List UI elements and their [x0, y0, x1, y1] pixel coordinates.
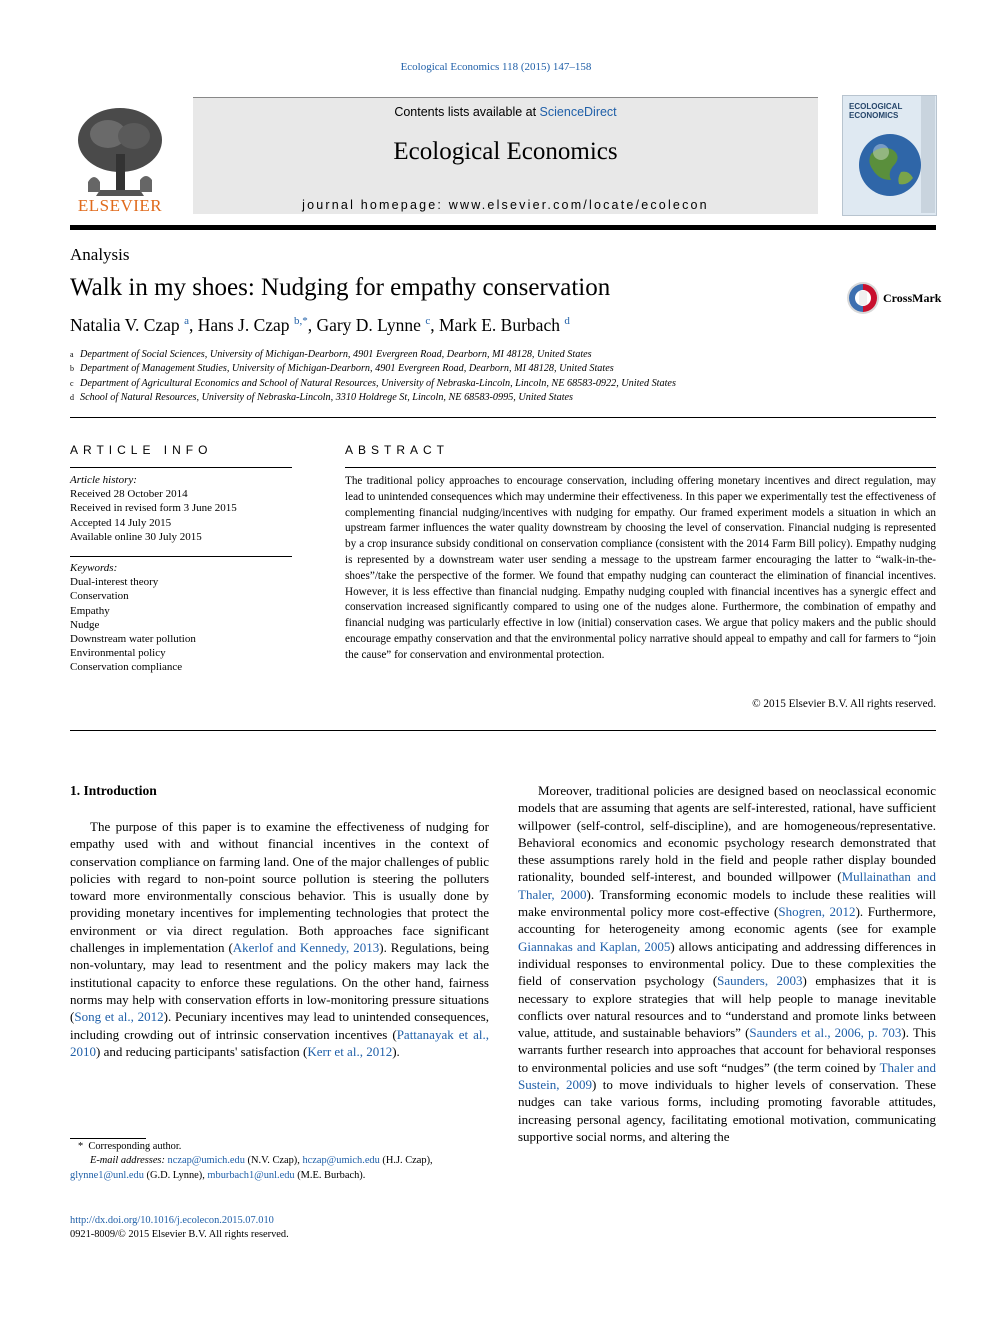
- elsevier-wordmark: ELSEVIER: [77, 196, 163, 215]
- body-right-column: [518, 782, 936, 1145]
- body-text: ) emphasizes that it is necessary to explore strategies that will help people to manage inevitable conflicts over natural resources and to “understand and promote links between value, attitude, and sustainable behaviors” (: [518, 973, 937, 1041]
- body-text: ). Regulations, being non-voluntary, may lead to resentment and the policy makers may lack the institutional capacity to enforce these regulations. On the other hand, fairness norms may help with conservation efforts in low-monitoring pressure situations (: [70, 940, 489, 1025]
- intro-paragraph-2: [518, 782, 936, 1145]
- corresponding-author-note: Corresponding author.: [88, 1141, 182, 1152]
- author-separator: ,: [307, 315, 317, 335]
- body-text: The purpose of this paper is to examine the effectiveness of nudging for empathy used with and without financial incentives in the context of conservation compliance on farming land. One of the major challenges of public policies with regard to non-point source pollution is steering the polluters toward more environmentally conscious behavior. This is usually done by providing monetary incentives for implementing technologies that protect the environment or via direct regulation. Both approaches face significant challenges in implementation (: [70, 819, 489, 956]
- keywords-rule: [70, 556, 292, 557]
- crossmark-badge[interactable]: [846, 281, 942, 315]
- email-link[interactable]: nczap@umich.edu: [167, 1155, 245, 1167]
- keyword: Conservation compliance: [70, 661, 183, 674]
- footnote-star: *: [78, 1141, 84, 1152]
- abstract-heading: ABSTRACT: [345, 443, 450, 457]
- article-section-type: Analysis: [70, 245, 130, 264]
- intro-paragraph-1: [70, 818, 489, 1060]
- body-left-column: [70, 818, 489, 1060]
- history-entry: Accepted 14 July 2015: [70, 516, 172, 529]
- body-text: ) allows anticipating and addressing differences in individual responses to environmental policy. Due to these complexities the field of conservation psychology (: [518, 938, 937, 989]
- keyword: Environmental policy: [70, 647, 166, 660]
- issn-line: 0921-8009/© 2015 Elsevier B.V. All rights reserved.: [70, 1229, 289, 1240]
- email-owner: (H.J. Czap),: [379, 1155, 433, 1167]
- homepage-url[interactable]: www.elsevier.com/locate/ecolecon: [448, 198, 709, 212]
- affiliations: [70, 348, 676, 406]
- abstract-rule: [345, 467, 936, 468]
- globe-icon: [857, 132, 923, 198]
- author-affiliation-marker[interactable]: c: [425, 315, 431, 328]
- email-link[interactable]: hczap@umich.edu: [302, 1155, 380, 1167]
- affiliation-text: Department of Management Studies, University of Michigan-Dearborn, 4901 Evergreen Road, Dearborn, MI 48128, United States: [80, 363, 614, 375]
- history-entry: Received in revised form 3 June 2015: [70, 502, 237, 515]
- affiliation-item: [70, 377, 676, 391]
- author-name[interactable]: Mark E. Burbach: [438, 315, 560, 335]
- crossmark-icon: [846, 281, 880, 315]
- sciencedirect-link[interactable]: ScienceDirect: [539, 105, 617, 119]
- affiliation-text: School of Natural Resources, University of Nebraska-Lincoln, 3310 Holdrege St, Lincoln, NE 68583-0995, United States: [80, 392, 574, 404]
- keywords-label: Keywords:: [70, 562, 118, 574]
- crossmark-label: CrossMark: [883, 291, 942, 305]
- abstract-copyright: © 2015 Elsevier B.V. All rights reserved.: [752, 698, 936, 710]
- citation-link[interactable]: Giannakas and Kaplan, 2005: [518, 938, 671, 954]
- keyword: Downstream water pollution: [70, 633, 196, 646]
- abstract-text: The traditional policy approaches to encourage conservation, including offering monetary incentives and direct regulation, may lead to unintended consequences which may undermine their effectiveness. In this paper we experimentally test the effectiveness of complementing financial nudging/incentives with nudging for empathy. Our framed experiment models a situation in which an upstream farmer influences the water quality downstream by choosing the level of conservation. Financial nudging is represented by a crop insurance subsidy conditional on conservation compliance (consistent with the 2014 Farm Bill policy). Empathy nudging is represented by a downstream water user sending a message to the upstream farmer encouraging the latter to “walk-in-the-shoes”/take the perspective of the former. We found that empathy nudging can counteract the elimination of financial incentives. However, it is less effective than financial nudging. Empathy nudging coupled with financial incentives has a synergic effect and conservation increased significantly compared to using one of the nudges alone. Furthermore, the combination of empathy and financial nudging was particularly effective in low (initial) conservation cases. We argue that policy makers and the public should encourage empathy conservation and that the environmental policy narrative should appeal to empathy and call for farmers to “join the cause” for conservation and environmental protection.: [345, 475, 936, 661]
- email-owner: (N.V. Czap),: [244, 1155, 303, 1167]
- author-name[interactable]: Natalia V. Czap: [70, 315, 180, 335]
- keyword: Dual-interest theory: [70, 576, 159, 589]
- footnote-block: [70, 1140, 498, 1183]
- email-link[interactable]: mburbach1@unl.edu: [207, 1169, 295, 1181]
- author-list: [70, 315, 570, 336]
- affiliation-label: a: [70, 350, 74, 359]
- abstract-divider: [70, 730, 936, 731]
- cover-stripe: [921, 96, 935, 213]
- journal-citation[interactable]: Ecological Economics 118 (2015) 147–158: [400, 61, 592, 73]
- homepage-prefix: journal homepage:: [302, 198, 449, 212]
- cover-title: ECOLOGICAL ECONOMICS: [849, 102, 903, 120]
- author-affiliation-marker[interactable]: d: [564, 315, 570, 328]
- banner-rule: [193, 97, 818, 98]
- body-text: ). Furthermore, accounting for heterogeneity among economic agents (see for example: [518, 904, 936, 937]
- history-label: Article history:: [70, 474, 137, 486]
- article-title: Walk in my shoes: Nudging for empathy conservation: [70, 274, 611, 301]
- keyword: Nudge: [70, 618, 100, 631]
- keyword: Conservation: [70, 590, 129, 603]
- journal-homepage: [193, 198, 818, 212]
- body-text: ). Transforming economic models to include these realities will make environmental policy more cost-effective (: [518, 886, 936, 920]
- body-text: ) to move individuals to higher levels of conservation. These nudges can take various forms, including promoting favorable attitudes, increasing personal agency, facilitating emotional motivation, communicating supportive social norms, and altering the: [518, 1077, 936, 1144]
- author-separator: ,: [188, 315, 198, 335]
- affiliation-item: [70, 391, 676, 405]
- email-label: E-mail addresses:: [90, 1155, 168, 1167]
- body-text: ). This warrants further research into approaches that account for behavioral responses to environmental policies and use soft “nudges” (the term coined by: [518, 1025, 936, 1075]
- author-name[interactable]: Gary D. Lynne: [316, 315, 421, 335]
- email-owner: (G.D. Lynne),: [143, 1169, 208, 1181]
- affiliation-label: d: [70, 393, 74, 403]
- history-entry: Available online 30 July 2015: [70, 530, 202, 543]
- section-heading-introduction: 1. Introduction: [70, 783, 157, 798]
- keywords-block: [70, 561, 292, 675]
- author-separator: ,: [430, 315, 439, 335]
- affiliation-divider: [70, 417, 936, 418]
- email-owner: (M.E. Burbach).: [294, 1169, 366, 1181]
- citation-link[interactable]: Saunders et al., 2006, p. 703: [749, 1025, 902, 1041]
- affiliation-item: [70, 362, 676, 376]
- history-entry: Received 28 October 2014: [70, 488, 188, 501]
- citation-link[interactable]: Song et al., 2012: [74, 1009, 164, 1025]
- doi-link[interactable]: http://dx.doi.org/10.1016/j.ecolecon.2015.07.010: [70, 1215, 274, 1226]
- citation-link[interactable]: Saunders, 2003: [717, 973, 803, 989]
- keyword: Empathy: [70, 604, 110, 617]
- email-link[interactable]: glynne1@unl.edu: [70, 1169, 144, 1181]
- header-divider: [70, 225, 936, 230]
- footnote-rule: [70, 1138, 146, 1139]
- journal-cover-thumbnail[interactable]: [842, 95, 937, 216]
- citation-link[interactable]: Akerlof and Kennedy, 2013: [232, 940, 380, 956]
- journal-name: Ecological Economics: [393, 138, 618, 165]
- citation-link[interactable]: Thaler and Sustein, 2009: [518, 1059, 936, 1093]
- author-name[interactable]: Hans J. Czap: [197, 315, 290, 335]
- article-history: [70, 473, 292, 544]
- body-text: ).: [392, 1043, 400, 1059]
- body-text: ). Pecuniary incentives may lead to unintended consequences, including crowding out of intrinsic conservation incentives (: [70, 1009, 489, 1042]
- citation-link[interactable]: Shogren, 2012: [778, 904, 856, 920]
- body-text: Moreover, traditional policies are designed based on neoclassical economic models that are assuming that agents are self-interested, rational, have sufficient willpower (self-control, self-discipline), and are homogeneous/representative. Behavioral economics and economic psychology research demonstrated that these assumptions rarely hold in the field and people rather display bounded rationality, bounded self-interest, and bounded willpower (: [518, 783, 936, 885]
- affiliation-label: c: [70, 378, 74, 388]
- body-text: ) and reducing participants' satisfaction (: [96, 1043, 308, 1059]
- contents-prefix: Contents lists available at: [394, 105, 540, 119]
- article-info-rule: [70, 467, 292, 468]
- elsevier-logo[interactable]: [70, 104, 170, 214]
- contents-line: [193, 105, 818, 119]
- affiliation-label: b: [70, 364, 74, 374]
- article-info-heading: ARTICLE INFO: [70, 443, 213, 457]
- citation-link[interactable]: Pattanayak et al., 2010: [70, 1026, 489, 1059]
- citation-link[interactable]: Kerr et al., 2012: [307, 1043, 393, 1059]
- citation-link[interactable]: Mullainathan and Thaler, 2000: [518, 869, 936, 902]
- author-affiliation-marker[interactable]: a: [184, 315, 189, 328]
- affiliation-text: Department of Social Sciences, University of Michigan-Dearborn, 4901 Evergreen Road, Dearborn, MI 48128, United States: [80, 349, 592, 360]
- affiliation-item: [70, 348, 676, 362]
- affiliation-text: Department of Agricultural Economics and School of Natural Resources, University of Nebraska-Lincoln, Lincoln, NE 68583-0922, United States: [80, 377, 676, 389]
- author-affiliation-marker[interactable]: b,*: [293, 315, 308, 328]
